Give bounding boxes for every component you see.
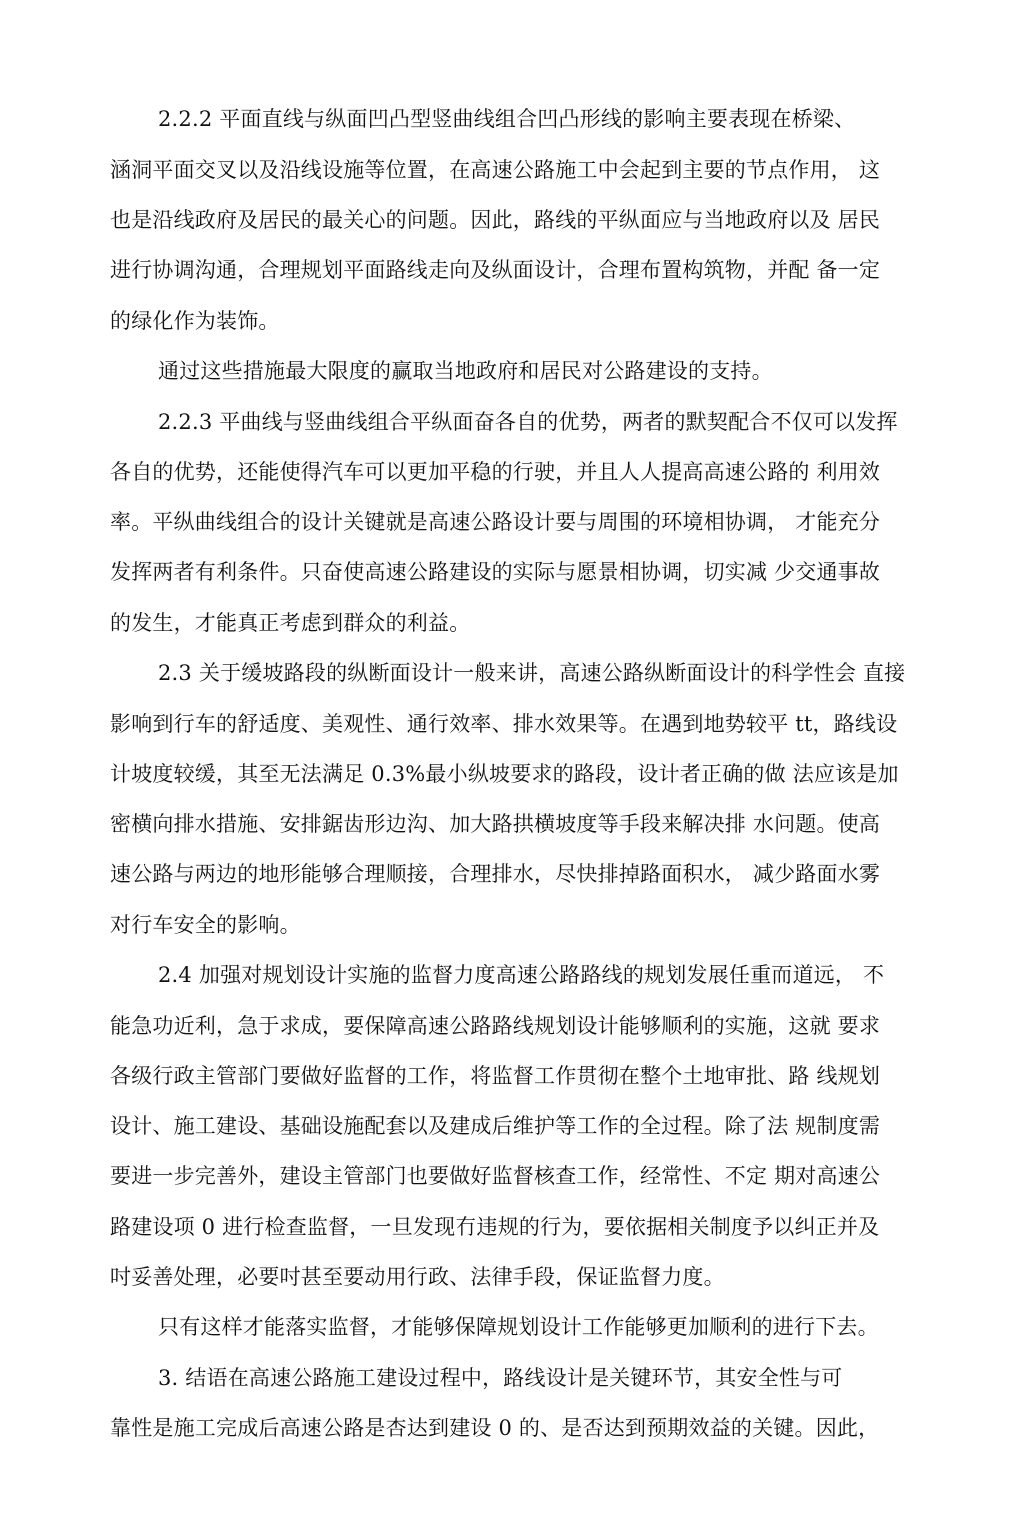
paragraph-line: 2.3 关于缓坡路段的纵断面设计一般来讲，高速公路纵断面设计的科学性会 直接 — [158, 661, 906, 685]
paragraph-line: 路建设项 0 进行检查监督，一旦发现冇违规的行为，要依据相关制度予以纠正并及 — [110, 1215, 880, 1239]
paragraph-line: 2.2.3 平曲线与竖曲线组合平纵面奋各自的优势，两者的默契配合不仅可以发挥 — [158, 410, 898, 434]
paragraph-line: 发挥两者有利条件。只奋使高速公路建设的实际与愿景相协调，切实减 少交通事故 — [110, 560, 881, 584]
paragraph-line: 3. 结语在高速公路施工建设过程中，路线设计是关键环节，其安全性与可 — [158, 1366, 843, 1390]
paragraph-line: 影响到行车的舒适度、美观性、通行效率、排水效果等。在遇到地势较平 tt，路线设 — [110, 712, 898, 736]
paragraph-line: 涵洞平面交叉以及沿线设施等位置，在高速公路施工中会起到主要的节点作用， 这 — [110, 158, 881, 182]
paragraph-line: 各级行政主管部门要做好监督的工作，将监督工作贯彻在整个土地审批、路 线规划 — [110, 1064, 881, 1088]
paragraph-line: 对行车安全的影响。 — [110, 913, 301, 937]
paragraph-line: 通过这些措施最大限度的赢取当地政府和居民对公路建设的支持。 — [158, 359, 773, 383]
paragraph-line: 靠性是施工完成后高速公路是杏达到建设 0 的、是否达到预期效益的关键。因此， — [110, 1416, 880, 1440]
paragraph-line: 的发生，才能真正考虑到群众的利益。 — [110, 611, 471, 635]
paragraph-line: 要进一步完善外，建设主管部门也要做好监督核查工作，经常性、不定 期对高速公 — [110, 1164, 881, 1188]
paragraph-line: 2.2.2 平面直线与纵面凹凸型竖曲线组合凹凸形线的影响主要表现在桥梁、 — [158, 107, 856, 131]
paragraph-line: 速公路与两边的地形能够合理顺接，合理排水，尽快排掉路面积水， 减少路面水雾 — [110, 862, 881, 886]
paragraph-line: 吋妥善处理，必要吋甚至要动用行政、法律手段，保证监督力度。 — [110, 1265, 725, 1289]
paragraph-line: 率。平纵曲线组合的设计关键就是高速公路设计要与周围的环境相协调， 才能充分 — [110, 510, 881, 534]
paragraph-line: 各自的优势，还能使得汽车可以更加平稳的行驶，并且人人提高高速公路的 利用效 — [110, 460, 881, 484]
paragraph-line: 计坡度较缓，其至无法满足 0.3%最小纵坡要求的路段，设计者正确的做 法应该是加 — [110, 762, 899, 786]
paragraph-line: 设计、施工建设、基础设施配套以及建成后维护等工作的全过程。除了法 规制度需 — [110, 1114, 881, 1138]
paragraph-line: 也是沿线政府及居民的最关心的问题。因此，路线的平纵面应与当地政府以及 居民 — [110, 208, 881, 232]
paragraph-line: 只有这样才能落实监督，才能够保障规划设计工作能够更加顺利的进行下去。 — [158, 1315, 879, 1339]
paragraph-line: 能急功近利，急于求成，要保障高速公路路线规划设计能够顺利的实施，这就 要求 — [110, 1014, 881, 1038]
paragraph-line: 密横向排水措施、安排鋸齿形边沟、加大路拱横坡度等手段来解决排 水问题。使高 — [110, 812, 881, 836]
paragraph-line: 进行协调沟通，合理规划平面路线走向及纵面设计，合理布置构筑物，并配 备一定 — [110, 258, 881, 282]
paragraph-line: 的绿化作为装饰。 — [110, 309, 280, 333]
paragraph-line: 2.4 加强对规划设计实施的监督力度高速公路路线的规划发展任重而道远， 不 — [158, 963, 885, 987]
